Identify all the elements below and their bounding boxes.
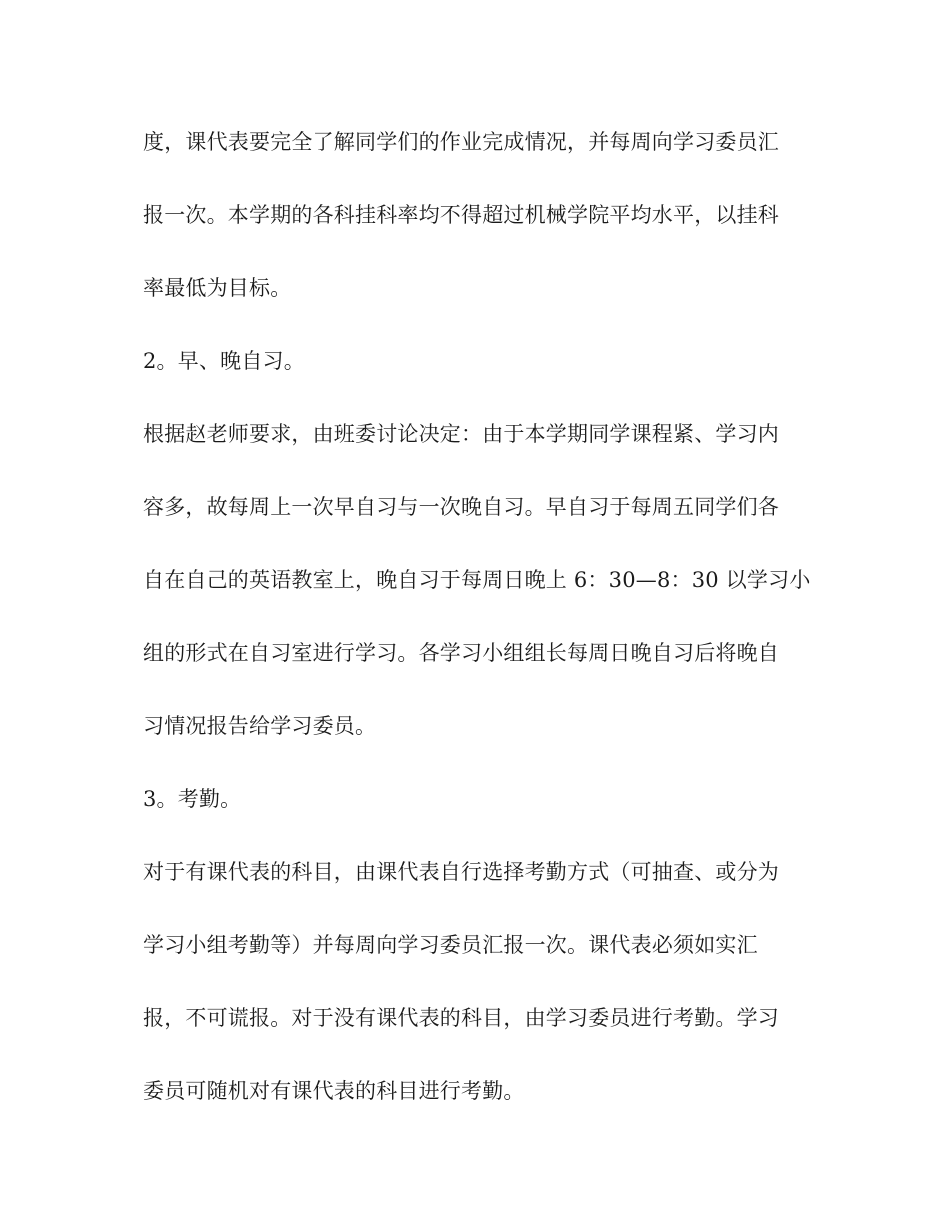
section-heading: 3。考勤。 <box>143 787 242 811</box>
paragraph-line: 组的形式在自习室进行学习。各学习小组组长每周日晚自习后将晚自 <box>143 641 779 665</box>
paragraph-line: 习情况报告给学习委员。 <box>143 714 377 738</box>
paragraph-line: 容多，故每周上一次早自习与一次晚自习。早自习于每周五同学们各 <box>143 495 779 519</box>
paragraph-line: 度，课代表要完全了解同学们的作业完成情况，并每周向学习委员汇 <box>143 130 779 154</box>
paragraph-line: 报一次。本学期的各科挂科率均不得超过机械学院平均水平，以挂科 <box>143 203 779 227</box>
section-heading: 2。早、晚自习。 <box>143 349 305 373</box>
paragraph-line: 学习小组考勤等）并每周向学习委员汇报一次。课代表必须如实汇 <box>143 933 758 957</box>
paragraph-line: 根据赵老师要求，由班委讨论决定：由于本学期同学课程紧、学习内 <box>143 422 779 446</box>
paragraph-line: 率最低为目标。 <box>143 276 292 300</box>
paragraph-line: 自在自己的英语教室上，晚自习于每周日晚上 6：30—8：30 以学习小 <box>143 568 811 592</box>
paragraph-line: 对于有课代表的科目，由课代表自行选择考勤方式（可抽查、或分为 <box>143 860 779 884</box>
paragraph-line: 报，不可谎报。对于没有课代表的科目，由学习委员进行考勤。学习 <box>143 1006 779 1030</box>
paragraph-line: 委员可随机对有课代表的科目进行考勤。 <box>143 1079 525 1103</box>
